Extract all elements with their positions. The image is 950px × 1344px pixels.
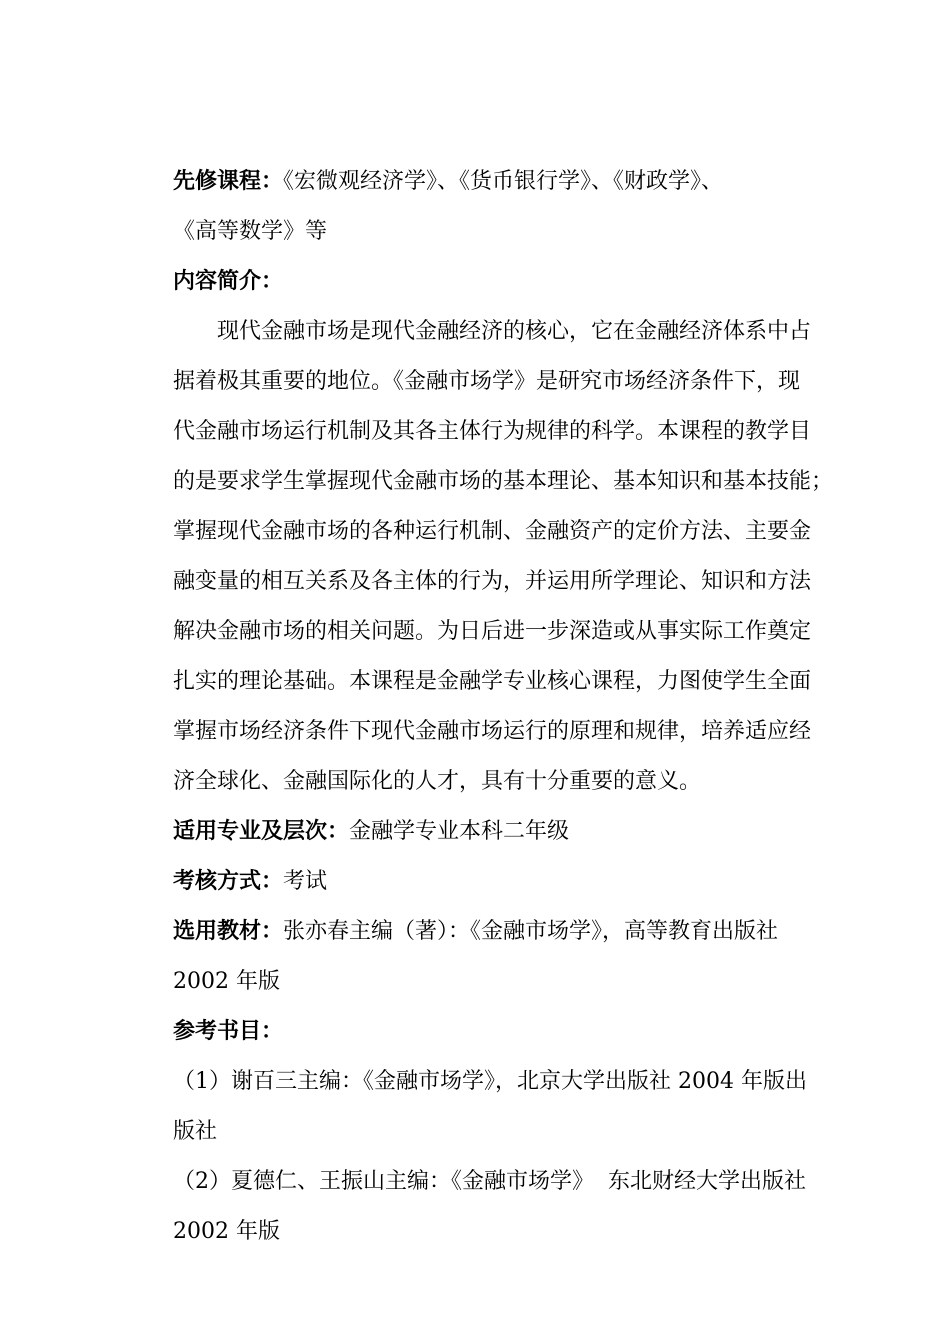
reference-item-2-line-2 <box>145 1187 280 1277</box>
intro-text: 现代金融市场是现代金融经济的核心，它在金融经济体系中占 <box>216 319 811 344</box>
intro-text: 济全球化、金融国际化的人才，具有十分重要的意义。 <box>172 769 701 794</box>
intro-text: 掌握市场经济条件下现代金融市场运行的原理和规律，培养适应经 <box>172 719 811 744</box>
textbook-label: 选用教材： <box>172 919 283 944</box>
reference-item-text: 2002 年版 <box>172 1219 280 1244</box>
reference-item-text: （2）夏德仁、王振山主编：《金融市场学》 东北财经大学出版社 <box>172 1169 806 1194</box>
reference-item-text: 版社 <box>172 1119 217 1144</box>
textbook-value: 张亦春主编（著）：《金融市场学》，高等教育出版社 <box>283 919 779 944</box>
applicable-value: 金融学专业本科二年级 <box>349 819 570 844</box>
prereq-courses-cont: 《高等数学》等 <box>172 219 327 244</box>
assessment-value: 考试 <box>283 869 328 894</box>
reference-item-text: （1）谢百三主编：《金融市场学》，北京大学出版社 2004 年版出 <box>172 1069 807 1094</box>
intro-label: 内容简介： <box>172 269 283 294</box>
intro-text: 据着极其重要的地位。《金融市场学》是研究市场经济条件下，现 <box>172 369 800 394</box>
intro-text: 扎实的理论基础。本课程是金融学专业核心课程，力图使学生全面 <box>172 669 811 694</box>
reference-item-1-line-1 <box>145 1037 807 1127</box>
applicable-label: 适用专业及层次： <box>172 819 349 844</box>
intro-text: 融变量的相互关系及各主体的行为，并运用所学理论、知识和方法 <box>172 569 811 594</box>
textbook-value-cont: 2002 年版 <box>172 969 280 994</box>
references-label: 参考书目： <box>172 1019 283 1044</box>
intro-text: 解决金融市场的相关问题。为日后进一步深造或从事实际工作奠定 <box>172 619 811 644</box>
intro-text: 代金融市场运行机制及其各主体行为规律的科学。本课程的教学目 <box>172 419 811 444</box>
assessment-label: 考核方式： <box>172 869 283 894</box>
intro-text: 掌握现代金融市场的各种运行机制、金融资产的定价方法、主要金 <box>172 519 811 544</box>
intro-text: 的是要求学生掌握现代金融市场的基本理论、基本知识和基本技能； <box>172 469 833 494</box>
prereq-label: 先修课程： <box>172 169 283 194</box>
prereq-courses: 《宏微观经济学》、《货币银行学》、《财政学》、 <box>283 169 724 194</box>
